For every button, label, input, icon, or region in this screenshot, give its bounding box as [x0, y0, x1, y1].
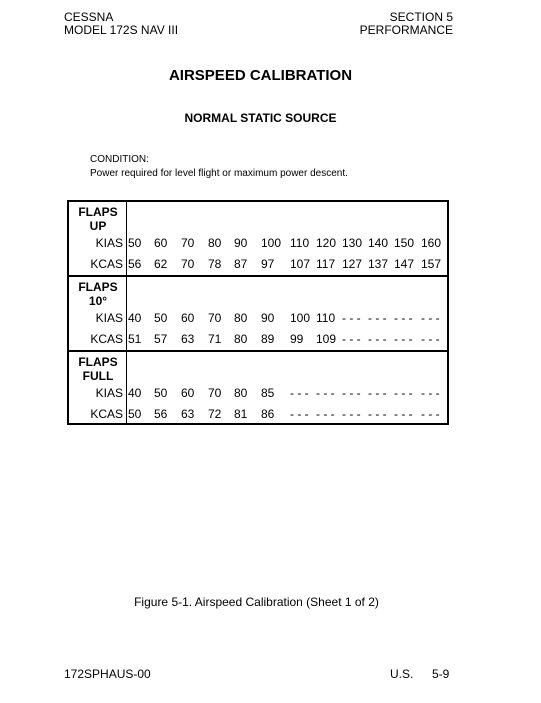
kias-value-cell: 40 — [128, 386, 142, 400]
kias-value-cell: 40 — [128, 311, 142, 325]
kcas-value-cell: - - - — [394, 332, 413, 346]
kias-value-cell: - - - — [368, 386, 387, 400]
kcas-value-cell: 81 — [234, 407, 248, 421]
kias-value-cell: - - - — [316, 386, 335, 400]
kcas-value-cell: 57 — [154, 332, 168, 346]
kcas-value-cell: 97 — [261, 257, 275, 271]
flaps-setting-label — [69, 355, 127, 383]
kcas-value-cell: 117 — [316, 257, 336, 271]
header-right — [360, 11, 453, 37]
table-section-flaps-full — [69, 352, 447, 423]
kcas-value-cell: 86 — [261, 407, 275, 421]
kias-value-cell: 60 — [181, 386, 195, 400]
kias-value-cell: - - - — [421, 311, 440, 325]
kcas-value-cell: 99 — [290, 332, 304, 346]
flaps-setting-label — [69, 205, 127, 233]
kias-value-cell: 70 — [181, 236, 195, 250]
kcas-value-cell: - - - — [316, 407, 335, 421]
kcas-value-cell: 89 — [261, 332, 275, 346]
flaps-label-line1: FLAPS — [78, 205, 118, 219]
model-text: MODEL 172S NAV III — [64, 23, 179, 37]
kcas-value-cell: 62 — [154, 257, 168, 271]
kias-value-cell: 100 — [290, 311, 311, 325]
flaps-label-line2: 10° — [88, 294, 108, 308]
footer-page-number: 5-9 — [432, 667, 450, 681]
page-subtitle: NORMAL STATIC SOURCE — [184, 111, 337, 125]
kcas-value-cell: 127 — [342, 257, 363, 271]
kias-value-cell: 70 — [208, 311, 222, 325]
kias-value-cell: 110 — [290, 236, 310, 250]
table-section-flaps-up — [69, 202, 447, 277]
kias-value-cell: 80 — [234, 311, 248, 325]
kias-value-cell: - - - — [421, 386, 440, 400]
kias-value-cell: 160 — [421, 236, 442, 250]
kias-value-cell: 120 — [316, 236, 337, 250]
kcas-value-cell: 56 — [128, 257, 142, 271]
kias-value-cell: 60 — [154, 236, 168, 250]
kcas-value-cell: 107 — [290, 257, 311, 271]
kcas-value-cell: - - - — [290, 407, 309, 421]
kcas-value-cell: 51 — [128, 332, 142, 346]
table-section-flaps-10 — [69, 277, 447, 352]
kias-value-cell: - - - — [290, 386, 309, 400]
flaps-label-line2: FULL — [82, 369, 114, 383]
kcas-value-cell: - - - — [368, 332, 387, 346]
kias-value-cell: 80 — [208, 236, 222, 250]
flaps-setting-label — [69, 280, 127, 308]
kias-value-cell: - - - — [394, 386, 413, 400]
kias-row-label: KIAS — [95, 311, 123, 325]
kias-value-cell: 85 — [261, 386, 275, 400]
section-text: SECTION 5 — [389, 10, 453, 24]
condition-block — [90, 153, 348, 181]
kcas-value-cell: 56 — [154, 407, 168, 421]
kias-value-cell: 60 — [181, 311, 195, 325]
kcas-value-cell: 109 — [316, 332, 337, 346]
kcas-value-cell: 157 — [421, 257, 442, 271]
kias-row-label: KIAS — [95, 386, 123, 400]
kias-value-cell: 140 — [368, 236, 389, 250]
kcas-value-cell: 72 — [208, 407, 222, 421]
figure-caption: Figure 5-1. Airspeed Calibration (Sheet 1 of 2) — [134, 595, 379, 609]
kcas-value-cell: 78 — [208, 257, 222, 271]
footer-doc-id: 172SPHAUS-00 — [64, 667, 151, 681]
kcas-value-cell: 147 — [394, 257, 415, 271]
kias-value-cell: 100 — [261, 236, 282, 250]
kias-row-label: KIAS — [95, 236, 123, 250]
kcas-value-cell: 63 — [181, 332, 195, 346]
kcas-value-cell: - - - — [394, 407, 413, 421]
kcas-row-label: KCAS — [90, 332, 123, 346]
header-left — [64, 11, 178, 37]
kcas-row-label: KCAS — [90, 257, 123, 271]
airspeed-table — [67, 200, 449, 425]
kias-value-cell: 130 — [342, 236, 363, 250]
kias-value-cell: 80 — [234, 386, 248, 400]
kias-value-cell: 50 — [154, 311, 168, 325]
kias-value-cell: - - - — [368, 311, 387, 325]
page-title: AIRSPEED CALIBRATION — [168, 67, 353, 84]
condition-label: CONDITION: — [90, 154, 149, 165]
kcas-value-cell: - - - — [342, 332, 361, 346]
kcas-value-cell: - - - — [342, 407, 361, 421]
kcas-value-cell: - - - — [368, 407, 387, 421]
kias-value-cell: 110 — [316, 311, 336, 325]
kcas-row-label: KCAS — [90, 407, 123, 421]
kcas-value-cell: - - - — [421, 407, 440, 421]
kias-value-cell: 90 — [234, 236, 248, 250]
condition-text: Power required for level flight or maximum power descent. — [90, 168, 348, 179]
kias-value-cell: - - - — [342, 386, 361, 400]
kcas-value-cell: 137 — [368, 257, 389, 271]
manufacturer-text: CESSNA — [64, 10, 114, 24]
kcas-value-cell: 87 — [234, 257, 248, 271]
section-name-text: PERFORMANCE — [359, 23, 453, 37]
kcas-value-cell: 63 — [181, 407, 195, 421]
kias-value-cell: 50 — [154, 386, 168, 400]
kias-value-cell: 70 — [208, 386, 222, 400]
kcas-value-cell: 50 — [128, 407, 142, 421]
kcas-value-cell: - - - — [421, 332, 440, 346]
kias-value-cell: 50 — [128, 236, 142, 250]
flaps-label-line1: FLAPS — [78, 355, 118, 369]
flaps-label-line1: FLAPS — [78, 280, 118, 294]
kias-value-cell: 90 — [261, 311, 275, 325]
footer-region: U.S. — [390, 667, 414, 681]
kcas-value-cell: 70 — [181, 257, 195, 271]
kias-value-cell: 150 — [394, 236, 415, 250]
kias-value-cell: - - - — [342, 311, 361, 325]
kcas-value-cell: 71 — [208, 332, 222, 346]
kcas-value-cell: 80 — [234, 332, 248, 346]
flaps-label-line2: UP — [89, 219, 107, 233]
kias-value-cell: - - - — [394, 311, 413, 325]
